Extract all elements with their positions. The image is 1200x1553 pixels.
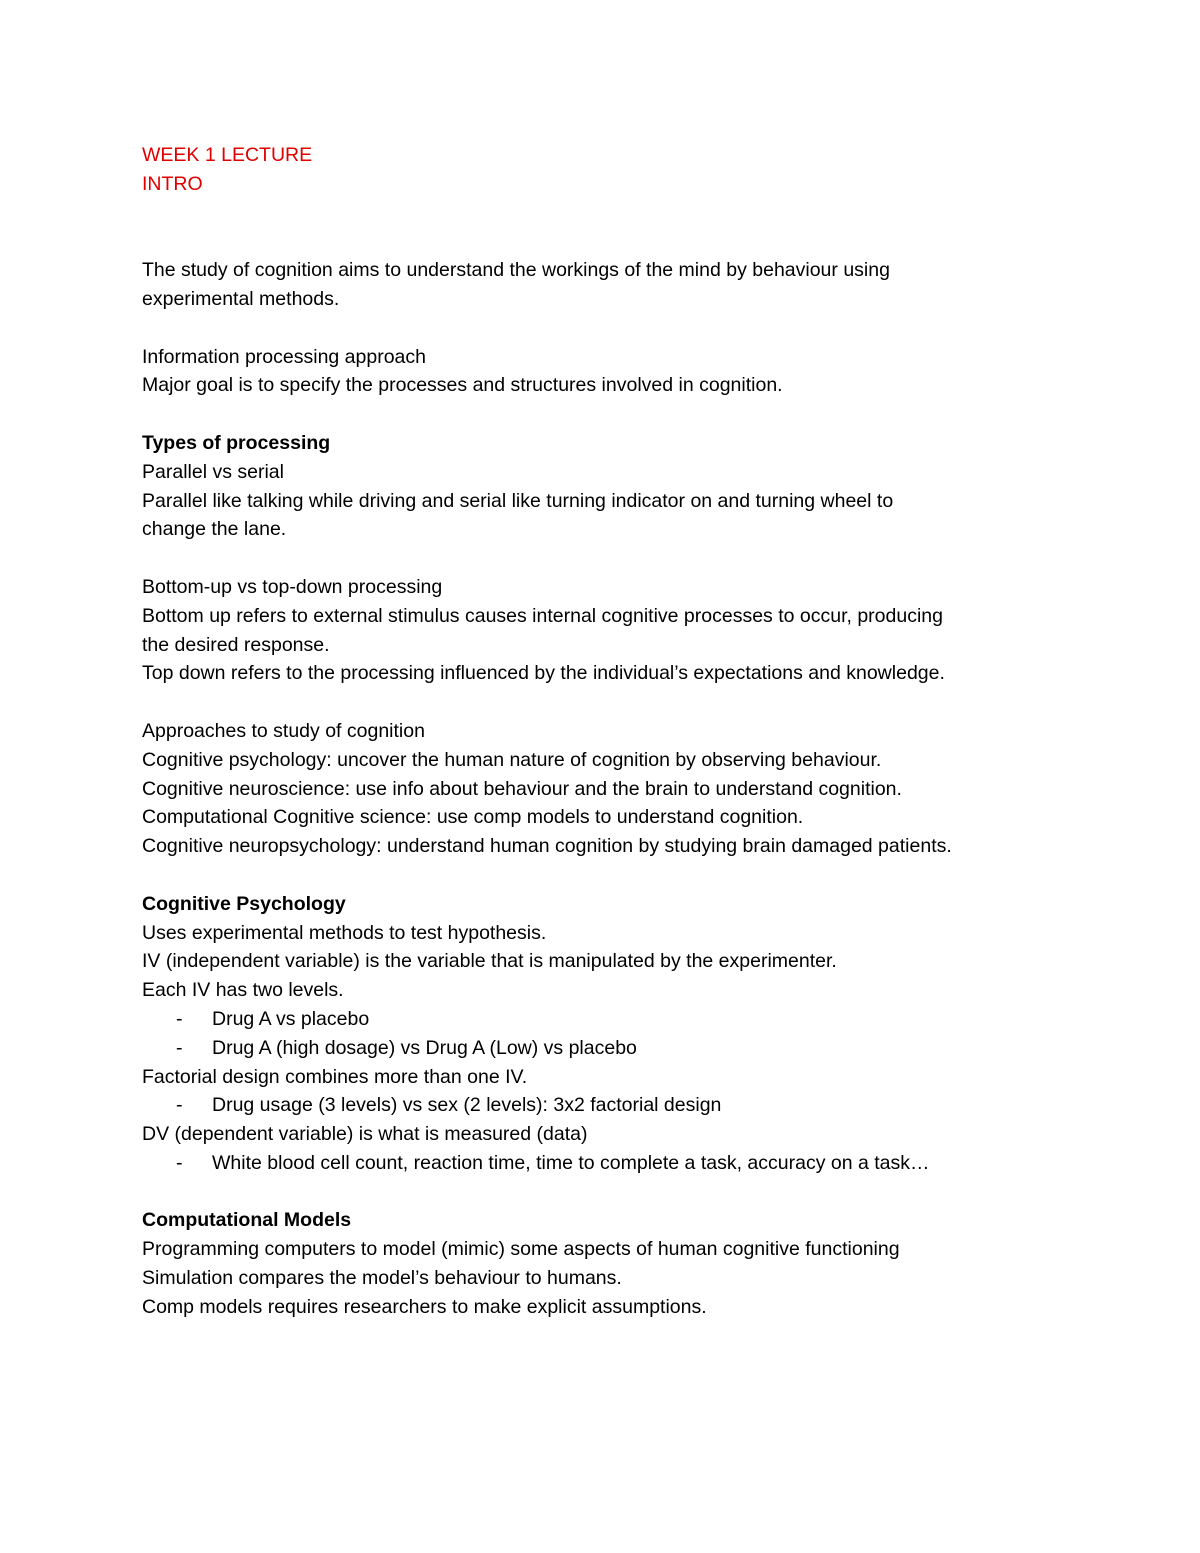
list-item-text: Drug usage (3 levels) vs sex (2 levels): 3x2 factorial design bbox=[212, 1094, 722, 1117]
paragraph-line: Bottom up refers to external stimulus causes internal cognitive processes to occur, producing bbox=[142, 604, 943, 627]
paragraph-line: IV (independent variable) is the variable that is manipulated by the experimenter. bbox=[142, 950, 837, 973]
list-item bbox=[142, 1091, 1102, 1120]
paragraph-line: Parallel vs serial bbox=[142, 460, 284, 483]
spacer bbox=[142, 861, 1102, 890]
spacer bbox=[142, 688, 1102, 717]
section-heading-cognitive-psychology: Cognitive Psychology bbox=[142, 892, 346, 915]
section-heading-types-of-processing: Types of processing bbox=[142, 431, 331, 454]
bullet-dash: - bbox=[176, 1007, 183, 1030]
title-intro: INTRO bbox=[142, 172, 203, 195]
list-item-text: White blood cell count, reaction time, time to complete a task, accuracy on a task… bbox=[212, 1151, 930, 1174]
paragraph-line: Comp models requires researchers to make explicit assumptions. bbox=[142, 1295, 707, 1318]
paragraph-line: Computational Cognitive science: use comp models to understand cognition. bbox=[142, 806, 804, 829]
paragraph-line: Parallel like talking while driving and serial like turning indicator on and turning wheel to bbox=[142, 489, 894, 512]
bullet-dash: - bbox=[176, 1094, 183, 1117]
document-body bbox=[142, 141, 1102, 1322]
list-item bbox=[142, 1149, 1102, 1178]
paragraph-line: Cognitive neuroscience: use info about behaviour and the brain to understand cognition. bbox=[142, 777, 902, 800]
section-heading-computational-models: Computational Models bbox=[142, 1209, 352, 1232]
paragraph-line: Top down refers to the processing influenced by the individual’s expectations and knowledge. bbox=[142, 662, 945, 685]
intro-line: The study of cognition aims to understand the workings of the mind by behaviour using bbox=[142, 259, 890, 282]
section-heading-bottom-up: Bottom-up vs top-down processing bbox=[142, 575, 443, 598]
paragraph-line: DV (dependent variable) is what is measured (data) bbox=[142, 1123, 588, 1146]
paragraph-line: Cognitive psychology: uncover the human nature of cognition by observing behaviour. bbox=[142, 748, 882, 771]
spacer bbox=[142, 400, 1102, 429]
list-item-text: Drug A vs placebo bbox=[212, 1007, 370, 1030]
spacer bbox=[142, 544, 1102, 573]
title-week: WEEK 1 LECTURE bbox=[142, 144, 313, 166]
paragraph-line: Factorial design combines more than one IV. bbox=[142, 1065, 528, 1088]
spacer bbox=[142, 314, 1102, 343]
paragraph-line: Cognitive neuropsychology: understand human cognition by studying brain damaged patients. bbox=[142, 835, 952, 858]
section-heading-approaches: Approaches to study of cognition bbox=[142, 719, 425, 742]
paragraph-line: Simulation compares the model’s behaviour to humans. bbox=[142, 1267, 622, 1290]
spacer bbox=[142, 1178, 1102, 1207]
paragraph-line: Uses experimental methods to test hypothesis. bbox=[142, 921, 547, 944]
intro-line: experimental methods. bbox=[142, 287, 340, 310]
paragraph-line: Programming computers to model (mimic) some aspects of human cognitive functioning bbox=[142, 1238, 900, 1261]
paragraph-line: change the lane. bbox=[142, 518, 287, 541]
bullet-dash: - bbox=[176, 1036, 183, 1059]
bullet-dash: - bbox=[176, 1151, 183, 1174]
list-item bbox=[142, 1034, 1102, 1063]
paragraph-line: Major goal is to specify the processes and structures involved in cognition. bbox=[142, 374, 783, 397]
spacer bbox=[142, 199, 1102, 257]
list-item-text: Drug A (high dosage) vs Drug A (Low) vs placebo bbox=[212, 1036, 637, 1059]
list-item bbox=[142, 1005, 1102, 1034]
paragraph-line: the desired response. bbox=[142, 633, 330, 656]
section-heading-info-processing: Information processing approach bbox=[142, 345, 426, 368]
paragraph-line: Each IV has two levels. bbox=[142, 979, 344, 1002]
